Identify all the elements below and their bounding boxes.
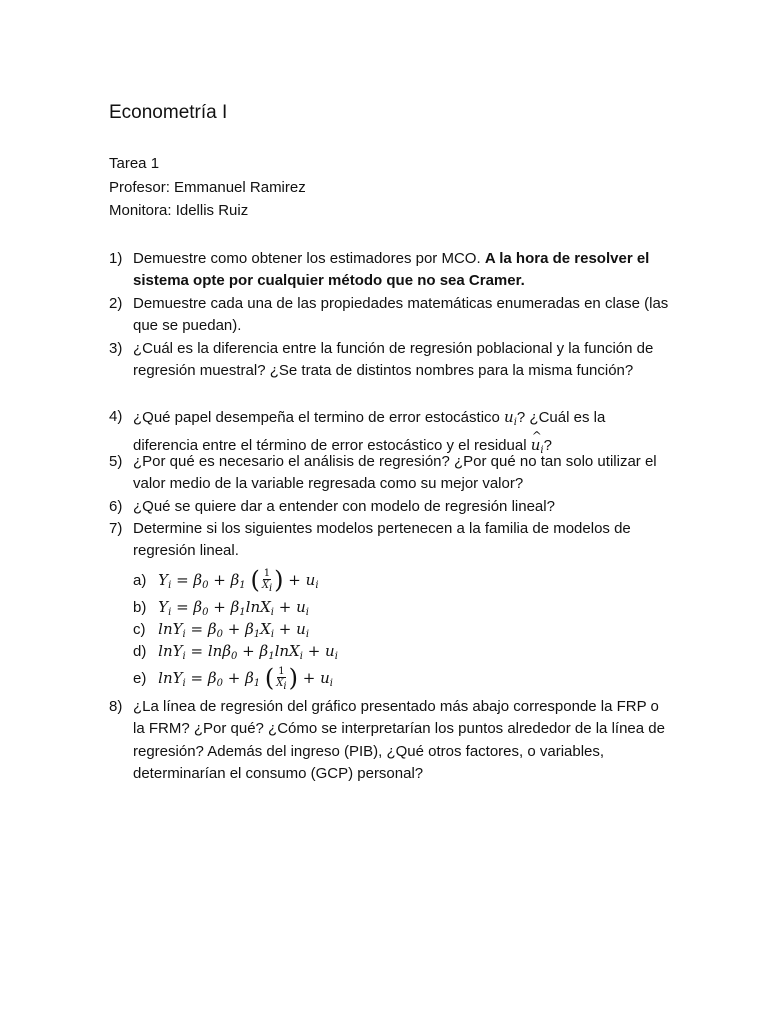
question-number: 2) [109,295,123,312]
question-text: ¿Cuál es la diferencia entre la función de regresión poblacional y la función de regresión muestral? ¿Se trata de distintos nombres para la misma función? [133,340,654,380]
question-text: Demuestre cada una de las propiedades matemáticas enumeradas en clase (las que se puedan). [133,295,669,335]
question-emphasis: A la hora de resolver el sistema opte por cualquier método que no sea Cramer. [133,250,650,290]
monitor-label: Monitora: Idellis Ruiz [109,202,249,219]
question-number: 4) [109,408,123,425]
question-text-cont: ? ¿Cuál es la diferencia entre el término de error estocástico y el residual [133,409,606,455]
model-equation: $\ln Y_i = \ln\beta_0 + \beta_1\ln X_i + u_i$ [158,642,338,662]
model-d [133,642,338,662]
question-number: 5) [109,453,123,470]
model-a [133,566,319,595]
model-label: c) [133,621,146,638]
error-term-math: $u_i$ [504,408,517,428]
model-label: d) [133,643,147,660]
model-equation: $Y_i = \beta_0 + \beta_1\ln X_i + u_i$ [158,598,309,618]
question-text: Demuestre como obtener los estimadores por MCO. [133,250,485,267]
model-e [133,664,333,693]
professor-label: Profesor: Emmanuel Ramirez [109,179,306,196]
question-text: Determine si los siguientes modelos pertenecen a la familia de modelos de regresión lineal. [133,520,631,560]
model-label: b) [133,599,147,616]
model-equation: $\ln Y_i = \beta_0 + \beta_1X_i + u_i$ [158,620,310,640]
model-c [133,620,309,640]
question-number: 7) [109,520,123,537]
residual-math: ^ $u_i$ [531,436,544,454]
question-number: 3) [109,340,123,357]
question-text: ¿La línea de regresión del gráfico presentado más abajo corresponde la FRP o la FRM? ¿Por qué? ¿Cómo se interpretarían los puntos alrededor de la línea de regresión? Además del ingreso (PIB), ¿Qué otros factores, o variables, determinarían el consumo (GCP) personal? [133,698,665,782]
model-equation: $Y_i = \beta_0 + \beta_1$ ( $\frac{1}{Xi}$ ) + $u_i$ [158,566,319,594]
question-text: ¿Qué papel desempeña el termino de error estocástico [133,409,505,426]
question-number: 8) [109,698,123,715]
question-text: ¿Qué se quiere dar a entender con modelo de regresión lineal? [133,498,555,515]
model-label: e) [133,670,147,687]
document-title: Econometría I [109,102,228,123]
model-b [133,598,309,618]
assignment-label: Tarea 1 [109,155,160,172]
question-text-end: ? [543,437,552,455]
model-label: a) [133,572,147,589]
question-number: 6) [109,498,123,515]
question-text: ¿Por qué es necesario el análisis de regresión? ¿Por qué no tan solo utilizar el valor medio de la variable regresada como su mejor valor? [133,453,657,493]
model-equation: $\ln Y_i = \beta_0 + \beta_1$ ( $\frac{1}{Xi}$ ) + $u_i$ [158,664,333,692]
question-number: 1) [109,250,123,267]
